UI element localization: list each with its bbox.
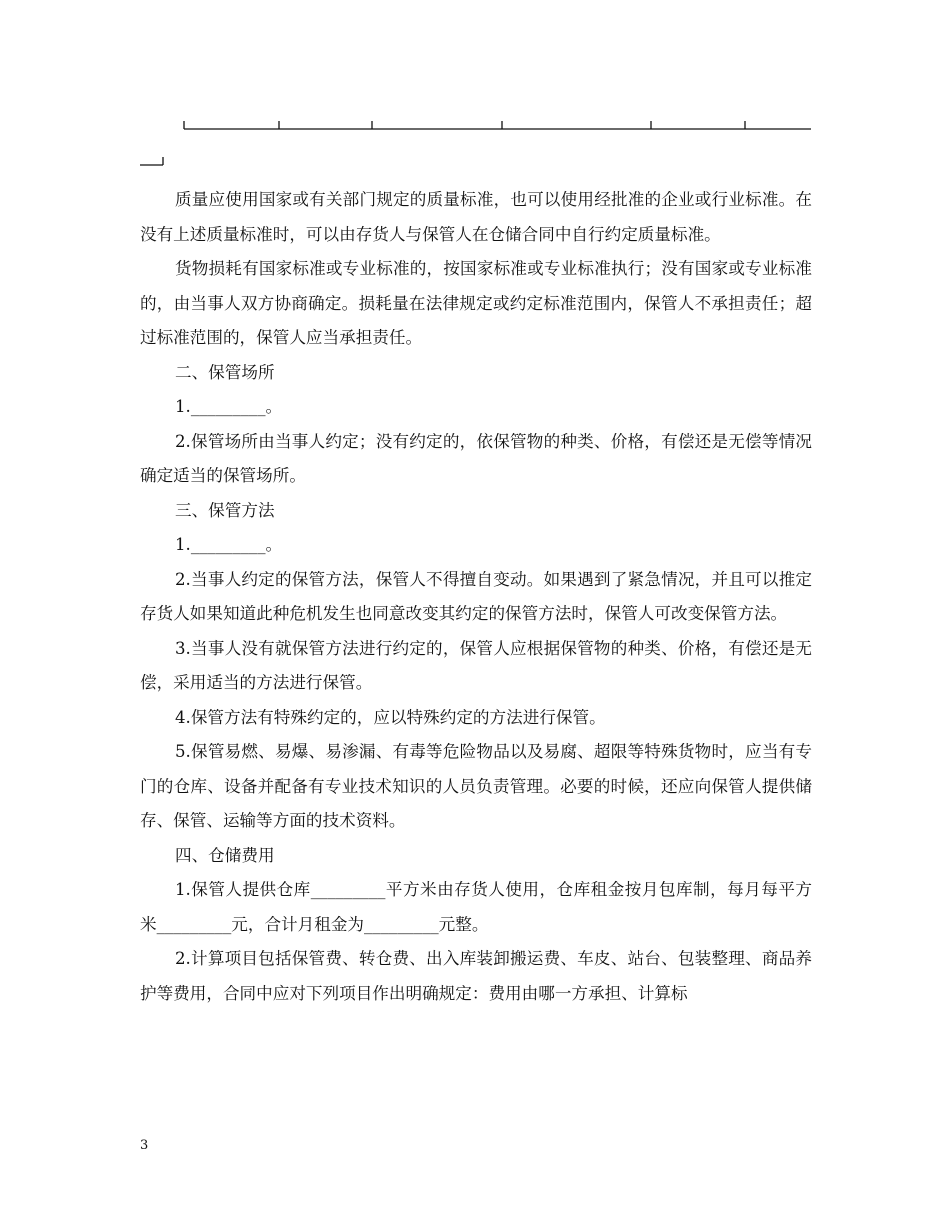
- clause-storage-method-3: 3.当事人没有就保管方法进行约定的，保管人应根据保管物的种类、价格，有偿还是无偿，采用适当的方法进行保管。: [140, 638, 812, 692]
- clause-storage-fees-2: 2.计算项目包括保管费、转仓费、出入库装卸搬运费、车皮、站台、包装整理、商品养护等费用，合同中应对下列项目作出明确规定：费用由哪一方承担、计算标: [140, 949, 812, 1003]
- clause-storage-method-5: 5.保管易燃、易爆、易渗漏、有毒等危险物品以及易腐、超限等特殊货物时，应当有专门的仓库、设备并配备有专业技术知识的人员负责管理。必要的时候，还应向保管人提供储存、保管、运输等方面的技术资料。: [140, 742, 812, 830]
- clause-storage-fees-1: 1.保管人提供仓库_________平方米由存货人使用，仓库租金按月包库制，每月每平方米_________元，合计月租金为_________元整。: [140, 880, 812, 934]
- clause-storage-place-1: 1._________。: [175, 397, 283, 416]
- paragraph-quality-standard: 质量应使用国家或有关部门规定的质量标准，也可以使用经批准的企业或行业标准。在没有上述质量标准时，可以由存货人与保管人在仓储合同中自行约定质量标准。: [140, 190, 812, 244]
- body-text: [140, 183, 812, 1011]
- page-number: 3: [140, 1138, 149, 1153]
- clause-storage-place-2: 2.保管场所由当事人约定；没有约定的，依保管物的种类、价格，有偿还是无偿等情况确定适当的保管场所。: [140, 431, 812, 485]
- clause-storage-method-2: 2.当事人约定的保管方法，保管人不得擅自变动。如果遇到了紧急情况，并且可以推定存货人如果知道此种危机发生也同意改变其约定的保管方法时，保管人可改变保管方法。: [140, 569, 812, 623]
- section-heading-storage-place: 二、保管场所: [175, 362, 275, 382]
- clause-storage-method-4: 4.保管方法有特殊约定的，应以特殊约定的方法进行保管。: [175, 707, 606, 727]
- table-bottom-border: [0, 0, 950, 180]
- section-heading-storage-fees: 四、仓储费用: [175, 845, 275, 865]
- section-heading-storage-method: 三、保管方法: [175, 500, 275, 520]
- paragraph-loss-standard: 货物损耗有国家标准或专业标准的，按国家标准或专业标准执行；没有国家或专业标准的，由当事人双方协商确定。损耗量在法律规定或约定标准范围内，保管人不承担责任；超过标准范围的，保管人应当承担责任。: [140, 259, 812, 347]
- clause-storage-method-1: 1._________。: [175, 535, 283, 554]
